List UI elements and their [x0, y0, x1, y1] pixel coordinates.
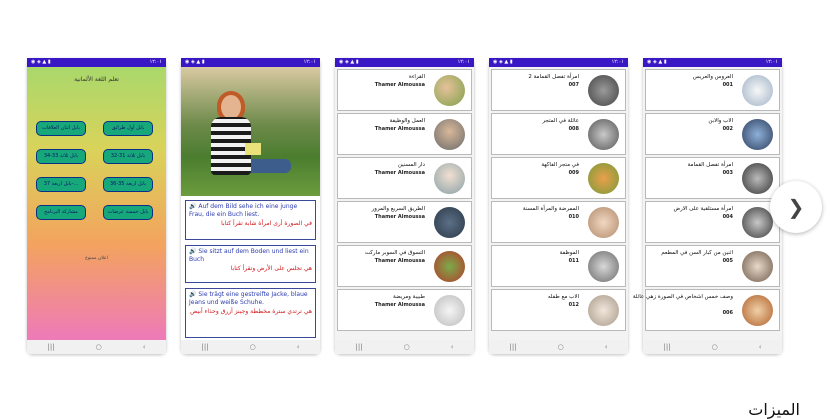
- menu-button-4[interactable]: بابل ثلاثة 33-34: [36, 149, 86, 164]
- menu-screen: [27, 67, 166, 340]
- lesson-photo: [181, 67, 320, 196]
- recent-apps-icon[interactable]: |||: [47, 343, 55, 351]
- arabic-translation: في الصورة أرى امرأة شابة تقرأ كتابا: [221, 220, 312, 227]
- topic-list: [335, 67, 474, 340]
- menu-button-7[interactable]: بابل خمسة عرضات: [103, 205, 153, 220]
- screenshot-picture-list-2: [489, 58, 628, 354]
- item-author: Thamer Almoussa: [374, 170, 425, 176]
- status-icons: ◉ ◈ ▲ ▮: [185, 59, 205, 65]
- status-time: ١٢:٠١: [611, 59, 624, 65]
- arabic-translation: هي ترتدي سترة مخططة وجينز أزرق وحذاء أبيض: [190, 308, 312, 315]
- list-item[interactable]: [491, 245, 626, 287]
- status-time: ١٢:٠١: [457, 59, 470, 65]
- item-number: 003: [722, 170, 733, 176]
- item-thumbnail: [434, 75, 465, 106]
- recent-apps-icon[interactable]: |||: [663, 343, 671, 351]
- back-icon[interactable]: ‹: [604, 343, 608, 351]
- item-title: عائلة في المتجر: [542, 118, 579, 124]
- home-icon[interactable]: ○: [403, 343, 410, 351]
- status-bar: [335, 58, 474, 67]
- item-title: القراءة: [408, 74, 425, 80]
- menu-button-1[interactable]: بابل أول طرائق: [103, 121, 153, 136]
- app-title: تعلم اللغة الألمانية: [74, 76, 119, 83]
- item-number: 008: [568, 126, 579, 132]
- list-item[interactable]: [645, 245, 780, 287]
- item-thumbnail: [742, 75, 773, 106]
- list-item[interactable]: [337, 69, 472, 111]
- item-title: التسوق في السوبر ماركت: [364, 250, 425, 256]
- menu-button-6[interactable]: بابل اربعة 37-...: [36, 177, 86, 192]
- item-author: Thamer Almoussa: [374, 258, 425, 264]
- lesson-screen: [181, 67, 320, 340]
- item-thumbnail: [434, 295, 465, 326]
- item-number: 002: [722, 126, 733, 132]
- item-title: امرأة مستلقية على الارض: [673, 206, 733, 212]
- list-item[interactable]: [491, 157, 626, 199]
- screenshot-lesson: [181, 58, 320, 354]
- item-author: Thamer Almoussa: [374, 82, 425, 88]
- nav-bar: [335, 340, 474, 354]
- german-sentence: 🔊 Sie sitzt auf dem Boden und liest ein Buch: [189, 248, 309, 263]
- list-item[interactable]: [491, 113, 626, 155]
- item-title: الموظفة: [559, 250, 579, 256]
- home-icon[interactable]: ○: [711, 343, 718, 351]
- item-number: 007: [568, 82, 579, 88]
- phrase-card[interactable]: [185, 200, 316, 240]
- status-icons: ◉ ◈ ▲ ▮: [339, 59, 359, 65]
- list-item[interactable]: [632, 289, 780, 331]
- status-time: ١٢:٠١: [765, 59, 778, 65]
- list-item[interactable]: [491, 289, 626, 331]
- item-thumbnail: [588, 207, 619, 238]
- item-title: الاب مع طفله: [547, 294, 579, 300]
- recent-apps-icon[interactable]: |||: [509, 343, 517, 351]
- next-screenshot-button[interactable]: [770, 181, 822, 233]
- back-icon[interactable]: ‹: [296, 343, 300, 351]
- status-bar: [489, 58, 628, 67]
- item-title: الاب والابن: [708, 118, 733, 124]
- item-number: 012: [568, 302, 579, 308]
- chevron-right-icon: ❯: [787, 195, 805, 219]
- list-item[interactable]: [491, 69, 626, 111]
- back-icon[interactable]: ‹: [450, 343, 454, 351]
- home-icon[interactable]: ○: [95, 343, 102, 351]
- item-thumbnail: [434, 207, 465, 238]
- german-sentence: 🔊 Auf dem Bild sehe ich eine junge Frau, die ein Buch liest.: [189, 203, 298, 218]
- item-title: طبيبة ومريضة: [393, 294, 425, 300]
- list-item[interactable]: [645, 69, 780, 111]
- list-item[interactable]: [645, 201, 780, 243]
- screenshot-topic-list: [335, 58, 474, 354]
- status-icons: ◉ ◈ ▲ ▮: [493, 59, 513, 65]
- screenshot-picture-list-1: [632, 58, 782, 354]
- item-title: وصف خمس اشخاص في الصورة زهي عائلة: [632, 294, 733, 300]
- item-number: 010: [568, 214, 579, 220]
- menu-button-2[interactable]: بابل اثنان العلاقات: [36, 121, 86, 136]
- list-item[interactable]: [337, 201, 472, 243]
- item-title: الممرضة والمرأة المسنة: [522, 206, 579, 212]
- item-number: 009: [568, 170, 579, 176]
- home-icon[interactable]: ○: [557, 343, 564, 351]
- item-thumbnail: [742, 207, 773, 238]
- status-icons: ◉ ◈ ▲ ▮: [31, 59, 51, 65]
- back-icon[interactable]: ‹: [142, 343, 146, 351]
- screenshot-menu: [27, 58, 166, 354]
- item-thumbnail: [742, 295, 773, 326]
- item-thumbnail: [434, 119, 465, 150]
- phrase-card[interactable]: [185, 245, 316, 283]
- item-thumbnail: [588, 119, 619, 150]
- item-thumbnail: [742, 119, 773, 150]
- photo-head: [221, 95, 241, 119]
- status-bar: [181, 58, 320, 67]
- nav-bar: [643, 340, 782, 354]
- item-thumbnail: [434, 163, 465, 194]
- list-item[interactable]: [337, 289, 472, 331]
- item-title: العمل والوظيفة: [389, 118, 425, 124]
- item-title: الطريق السريع والمرور: [371, 206, 425, 212]
- list-item[interactable]: [337, 245, 472, 287]
- item-number: 011: [568, 258, 579, 264]
- status-bar: [27, 58, 166, 67]
- picture-list: [489, 67, 628, 340]
- item-number: 004: [722, 214, 733, 220]
- item-title: في متجر الفاكهة: [541, 162, 579, 168]
- menu-button-5[interactable]: بابل اربعة 35-36: [103, 177, 153, 192]
- status-time: ١٢:٠١: [149, 59, 162, 65]
- status-icons: ◉ ◈ ▲ ▮: [647, 59, 667, 65]
- german-sentence: 🔊 Sie trägt eine gestreifte Jacke, blaue Jeans und weiße Schuhe.: [189, 291, 308, 306]
- item-number: 005: [722, 258, 733, 264]
- list-item[interactable]: [491, 201, 626, 243]
- item-thumbnail: [742, 163, 773, 194]
- list-item[interactable]: [337, 157, 472, 199]
- item-title: امرأة تفصل القمامة 2: [528, 74, 579, 80]
- home-icon[interactable]: ○: [249, 343, 256, 351]
- recent-apps-icon[interactable]: |||: [355, 343, 363, 351]
- item-thumbnail: [588, 295, 619, 326]
- item-title: امرأة تفصل القمامة: [687, 162, 733, 168]
- share-app-button[interactable]: مشاركة البرنامج: [36, 205, 86, 220]
- nav-bar: [181, 340, 320, 354]
- item-thumbnail: [588, 163, 619, 194]
- item-title: العروس والعريس: [692, 74, 733, 80]
- recent-apps-icon[interactable]: |||: [201, 343, 209, 351]
- item-thumbnail: [434, 251, 465, 282]
- item-thumbnail: [742, 251, 773, 282]
- phrase-card[interactable]: [185, 288, 316, 338]
- status-time: ١٢:٠١: [303, 59, 316, 65]
- item-number: 006: [722, 310, 733, 316]
- item-author: Thamer Almoussa: [374, 214, 425, 220]
- list-item[interactable]: [645, 157, 780, 199]
- picture-list: [632, 67, 782, 340]
- item-thumbnail: [588, 251, 619, 282]
- ad-footer: اعلان ممنوع: [85, 256, 108, 261]
- back-icon[interactable]: ‹: [758, 343, 762, 351]
- menu-button-3[interactable]: بابل ثلاثة 31-32: [103, 149, 153, 164]
- arabic-translation: هي تجلس على الأرض وتقرأ كتابا: [230, 265, 312, 272]
- item-number: 001: [722, 82, 733, 88]
- item-title: دار المسنين: [397, 162, 425, 168]
- item-author: Thamer Almoussa: [374, 126, 425, 132]
- section-heading: الميزات: [748, 400, 800, 419]
- list-item[interactable]: [337, 113, 472, 155]
- photo-book: [245, 143, 261, 155]
- item-author: Thamer Almoussa: [374, 302, 425, 308]
- list-item[interactable]: [645, 113, 780, 155]
- item-title: اثنين من كبار السن في المطعم: [661, 250, 733, 256]
- nav-bar: [27, 340, 166, 354]
- status-bar: [643, 58, 782, 67]
- item-thumbnail: [588, 75, 619, 106]
- nav-bar: [489, 340, 628, 354]
